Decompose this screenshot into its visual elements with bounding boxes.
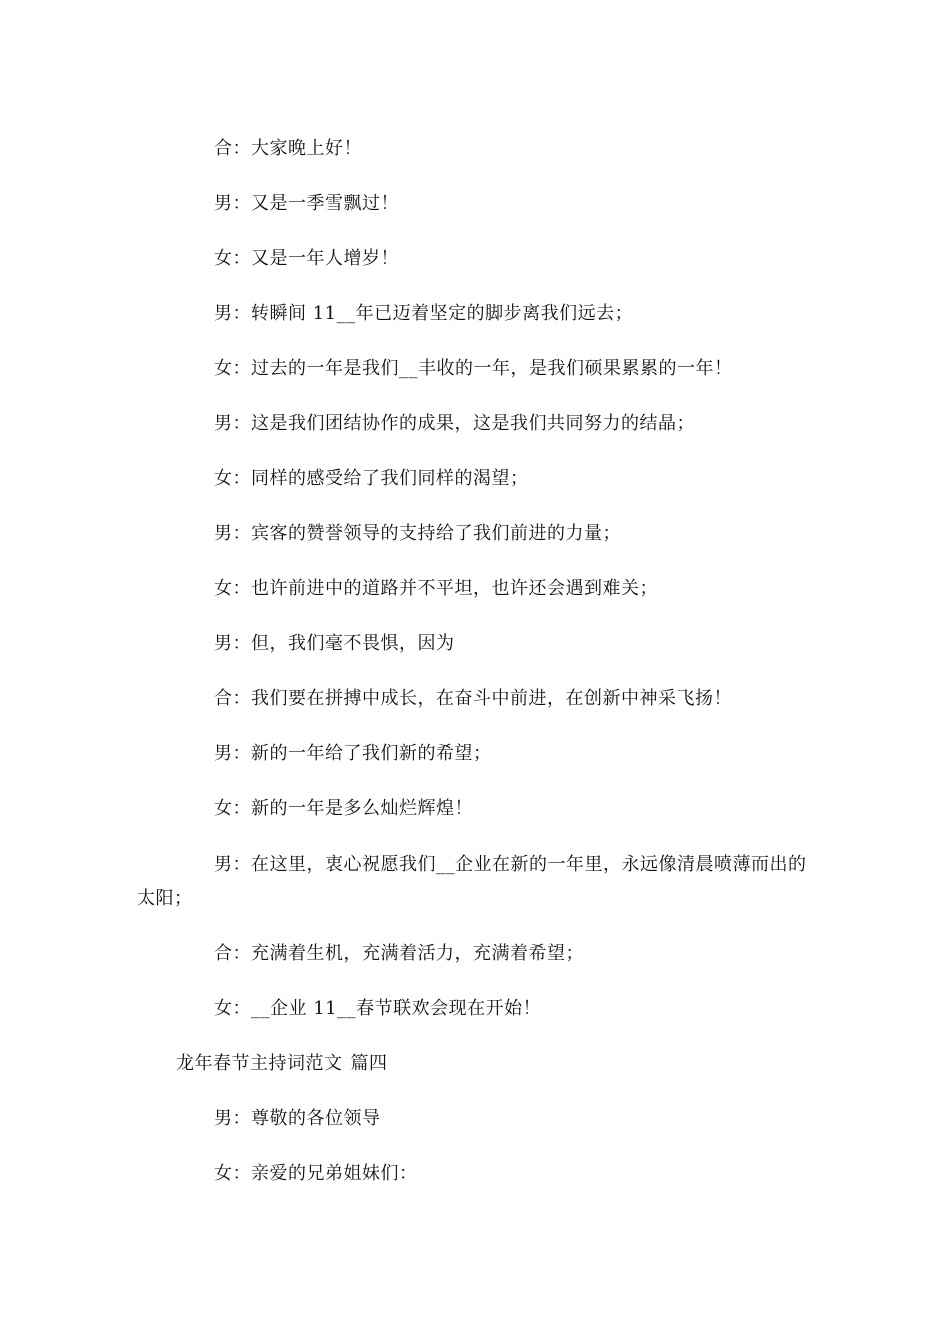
script-line: 男：宾客的赞誉领导的支持给了我们前进的力量； [214, 523, 621, 544]
script-line: 男：但，我们毫不畏惧，因为 [214, 633, 455, 654]
script-line: 女：过去的一年是我们__丰收的一年，是我们硕果累累的一年！ [214, 358, 733, 379]
section-heading [176, 1052, 388, 1076]
script-line: 男：这是我们团结协作的成果，这是我们共同努力的结晶； [214, 413, 695, 434]
script-line: 男：新的一年给了我们新的希望； [214, 743, 492, 764]
script-line: 女：亲爱的兄弟姐妹们： [214, 1163, 418, 1184]
section-title: 龙年春节主持词范文 [176, 1053, 343, 1074]
script-line: 合：充满着生机，充满着活力，充满着希望； [214, 943, 584, 964]
section-part: 篇四 [350, 1053, 388, 1074]
script-line: 女：又是一年人增岁！ [214, 248, 399, 269]
script-line: 女：也许前进中的道路并不平坦，也许还会遇到难关； [214, 578, 658, 599]
script-line: 女：同样的感受给了我们同样的渴望； [214, 468, 529, 489]
script-line: 男：转瞬间 11__年已迈着坚定的脚步离我们远去； [214, 303, 634, 324]
script-line: 女：新的一年是多么灿烂辉煌！ [214, 798, 473, 819]
script-line: 合：我们要在拼搏中成长，在奋斗中前进，在创新中神采飞扬！ [214, 688, 732, 709]
script-line: 合：大家晚上好！ [214, 138, 362, 159]
script-line: 男：尊敬的各位领导 [214, 1108, 381, 1129]
script-line: 女：__企业 11__春节联欢会现在开始！ [214, 998, 542, 1019]
script-line-wrapped: 男：在这里，衷心祝愿我们__企业在新的一年里，永远像清晨喷薄而出的太阳； [137, 854, 807, 909]
script-line: 男：又是一季雪飘过！ [214, 193, 399, 214]
